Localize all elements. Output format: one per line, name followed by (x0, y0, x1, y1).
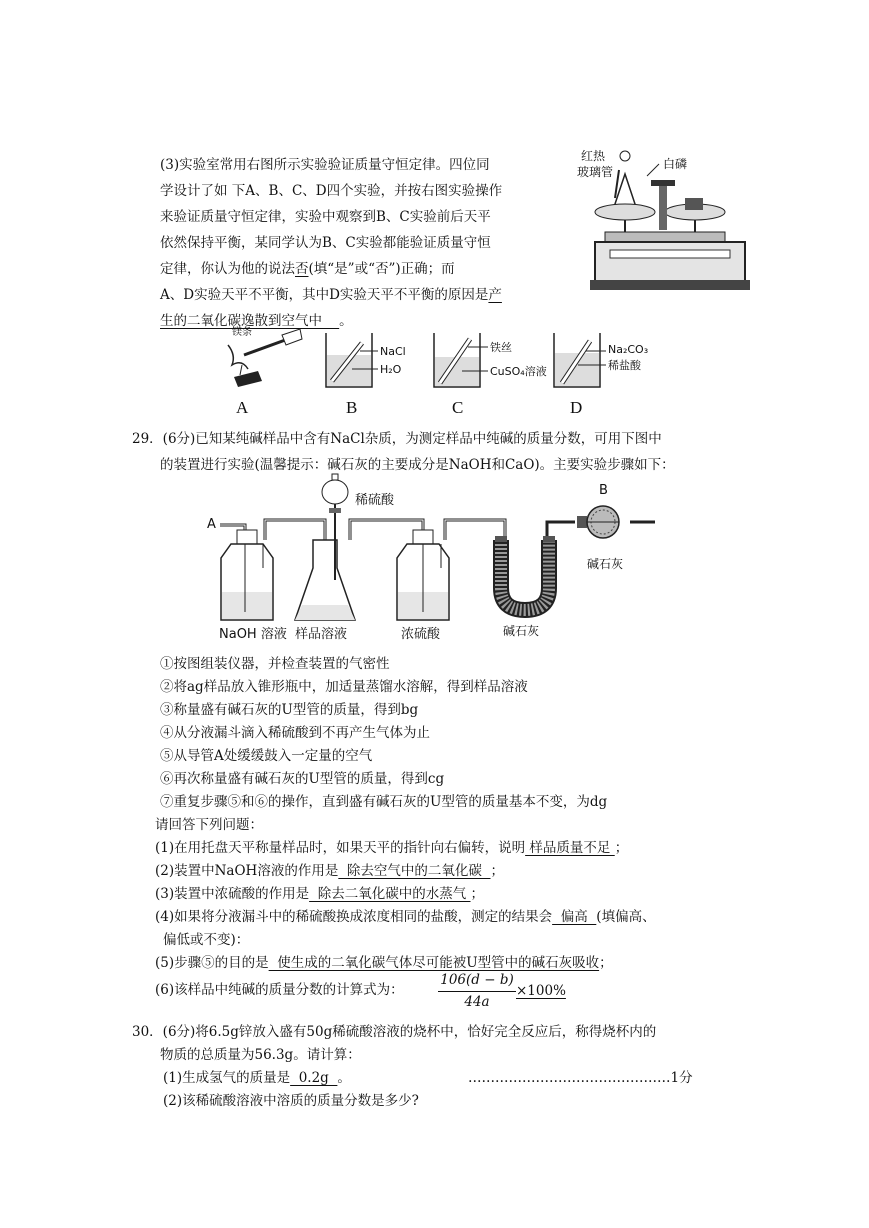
q29-answer-4-cont: 偏低或不变)： (163, 932, 250, 948)
answer: 使生成的二氧化碳气体尽可能被U型管中的碱石灰吸收 (268, 955, 600, 971)
step-1: ①按图组装仪器，并检查装置的气密性 (160, 656, 390, 672)
formula (438, 972, 566, 1022)
step-2: ②将ag样品放入锥形瓶中，加适量蒸馏水溶解，得到样品溶液 (160, 679, 528, 695)
text: A、D实验天平不平衡，其中D实验天平不平衡的原因是 (160, 287, 489, 303)
label-c: C (452, 398, 464, 417)
q29-answer-2 (155, 859, 504, 879)
score-note: ………………………………………1分 (468, 1070, 693, 1086)
label-red-tube-2: 玻璃管 (577, 165, 614, 179)
label-white-p: 白磷 (663, 157, 688, 171)
label-nacl: NaCl (380, 345, 406, 358)
text: 。 (337, 1070, 351, 1086)
label-na2co3: Na₂CO₃ (608, 343, 649, 356)
fraction-bar (438, 991, 516, 992)
text: (4)如果将分液漏斗中的稀硫酸换成浓度相同的盐酸，测定的结果会 (155, 909, 553, 925)
label-b: B (346, 398, 358, 417)
balance-figure (575, 140, 765, 300)
label-cuso4: CuSO₄溶液 (490, 365, 547, 378)
label-conc-h2so4: 浓硫酸 (401, 627, 441, 642)
q28-line-6 (160, 283, 502, 303)
label-red-tube: 红热 (581, 149, 606, 163)
label-soda-lime-b: 碱石灰 (587, 557, 624, 571)
step-4: ④从分液漏斗滴入稀硫酸到不再产生气体为止 (160, 725, 430, 741)
formula-denominator: 44a (464, 994, 490, 1010)
text: ； (490, 863, 504, 879)
experiment-a (228, 325, 302, 387)
text: (5)步骤⑤的目的是 (155, 955, 269, 971)
label-soda-lime-u: 碱石灰 (503, 624, 540, 638)
step-3: ③称量盛有碱石灰的U型管的质量，得到bg (160, 702, 419, 718)
text: (1)在用托盘天平称量样品时，如果天平的指针向右偏转，说明 (155, 840, 526, 856)
q29-answer-6: (6)该样品中纯碱的质量分数的计算式为： (155, 982, 404, 998)
experiments-abcd-figure (222, 325, 702, 420)
q29-head-1: 29．(6分)已知某纯碱样品中含有NaCl杂质，为测定样品中纯碱的质量分数，可用下图中 (132, 431, 662, 447)
step-7: ⑦重复步骤⑤和⑥的操作，直到盛有碱石灰的U型管的质量基本不变，为dg (160, 794, 608, 810)
text: (2)装置中NaOH溶液的作用是 (155, 863, 339, 879)
q28-line-4: 依然保持平衡，某同学认为B、C实验都能验证质量守恒 (160, 235, 491, 251)
label-dilute-h2so4: 稀硫酸 (355, 493, 395, 508)
answer: 0.2g (290, 1070, 338, 1086)
answer: 样品质量不足 (525, 840, 615, 856)
q30-head-2: 物质的总质量为56.3g。请计算： (160, 1047, 361, 1063)
q28-line-3: 来验证质量守恒定律，实验中观察到B、C实验前后天平 (160, 209, 491, 225)
text: 定律，你认为他的说法 (160, 261, 295, 277)
answer-no: 否 (295, 261, 309, 277)
label-sample: 样品溶液 (295, 627, 348, 642)
label-mg-strip: 镁条 (232, 327, 252, 338)
answer: 除去空气中的二氧化碳 (338, 863, 491, 879)
label-tube-b: B (599, 483, 608, 498)
text: (1)生成氢气的质量是 (163, 1070, 291, 1086)
answer: 偏高 (552, 909, 597, 925)
answer-reason-start: 产 (488, 287, 502, 303)
answer-reason: 生的二氧化碳逸散到空气中 (160, 313, 322, 329)
label-tube-a: A (207, 517, 216, 532)
step-5: ⑤从导管A处缓缓鼓入一定量的空气 (160, 748, 373, 764)
q29-answer-3 (155, 882, 484, 902)
q28-line-5 (160, 257, 455, 277)
formula-percent: ×100% (516, 983, 566, 999)
formula-numerator: 106(d − b) (440, 972, 514, 988)
label-d: D (570, 398, 583, 417)
q28-line-1: (3)实验室常用右图所示实验验证质量守恒定律。四位同 (160, 157, 490, 173)
q28-line-2: 学设计了如 下A、B、C、D四个实验，并按右图实验操作 (160, 183, 503, 199)
apparatus-figure (205, 470, 675, 648)
label-iron-wire: 铁丝 (490, 341, 512, 354)
q29-ask: 请回答下列问题： (155, 817, 263, 833)
text: ； (599, 955, 613, 971)
text: ； (470, 886, 484, 902)
text: (3)装置中浓硫酸的作用是 (155, 886, 310, 902)
q29-answer-1 (155, 836, 628, 856)
experiment-c (434, 333, 547, 387)
label-naoh: NaOH 溶液 (219, 627, 287, 642)
step-6: ⑥再次称量盛有碱石灰的U型管的质量，得到cg (160, 771, 445, 787)
q30-sub-1 (163, 1066, 351, 1086)
q30-head-1: 30．(6分)将6.5g锌放入盛有50g稀硫酸溶液的烧杯中，恰好完全反应后，称得烧杯内的 (132, 1024, 657, 1040)
q29-head-2: 的装置进行实验(温馨提示：碱石灰的主要成分是NaOH和CaO)。主要实验步骤如下： (160, 457, 675, 473)
text: ； (614, 840, 629, 856)
experiment-d (554, 333, 648, 387)
q29-answer-4 (155, 905, 656, 925)
answer: 除去二氧化碳中的水蒸气 (309, 886, 471, 902)
experiment-b (326, 333, 406, 387)
text: (填偏高、 (596, 909, 656, 925)
text: (填“是”或“否”)正确；而 (308, 261, 455, 277)
text: 。 (339, 313, 353, 329)
label-hcl: 稀盐酸 (608, 359, 641, 372)
label-h2o: H₂O (380, 363, 402, 376)
q29-answer-5 (155, 951, 613, 971)
q30-sub-2: (2)该稀硫酸溶液中溶质的质量分数是多少? (163, 1093, 419, 1109)
label-a: A (236, 398, 249, 417)
